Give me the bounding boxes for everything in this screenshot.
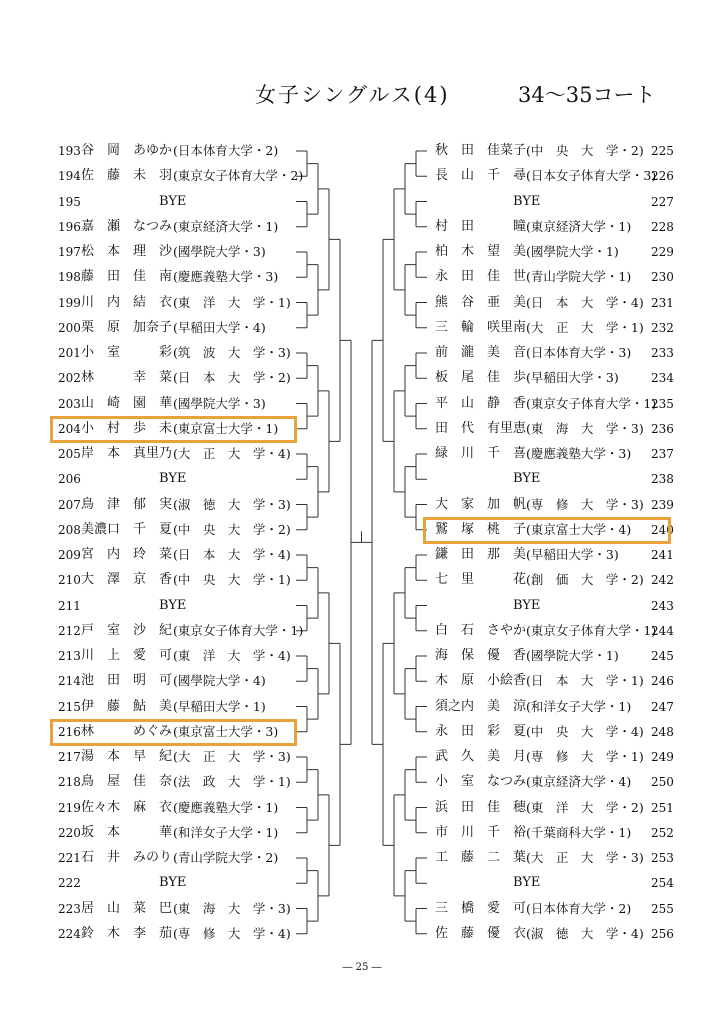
seed-number: 207 bbox=[58, 497, 81, 512]
seed-number: 198 bbox=[58, 270, 81, 285]
seed-number: 236 bbox=[651, 421, 674, 436]
court-label: 34〜35コート bbox=[518, 83, 656, 107]
seed-number: 226 bbox=[651, 169, 674, 184]
school-label: (日本体育大学・2) bbox=[173, 143, 279, 158]
seed-number: 245 bbox=[651, 649, 674, 663]
bracket-entry-235 bbox=[0, 393, 724, 415]
school-label: (東 海 大 学・3) bbox=[526, 420, 644, 436]
player-name: 松 本 理 沙 bbox=[81, 244, 173, 259]
player-name: 前 瀧 美 音 bbox=[435, 345, 527, 360]
bracket-entry-241 bbox=[0, 544, 724, 566]
bye-label: BYE bbox=[513, 597, 541, 613]
player-name: 小 室 なつみ bbox=[435, 774, 527, 790]
school-label: (東 海 大 学・3) bbox=[173, 900, 291, 916]
player-name: 田 代 有里恵 bbox=[435, 420, 527, 436]
bracket-entry-245 bbox=[0, 645, 724, 667]
school-label: (東 洋 大 学・4) bbox=[173, 648, 291, 663]
seed-number: 238 bbox=[651, 472, 674, 487]
school-label: (和洋女子大学・1) bbox=[526, 698, 632, 714]
school-label: (青山学院大学・1) bbox=[526, 269, 632, 285]
seed-number: 255 bbox=[651, 901, 674, 916]
seed-number: 227 bbox=[651, 194, 674, 209]
player-name: 鈴 木 李 茄 bbox=[81, 925, 173, 941]
seed-number: 235 bbox=[651, 396, 674, 411]
school-label: (東京富士大学・4) bbox=[526, 521, 632, 537]
bracket-entry-231 bbox=[0, 292, 724, 314]
bracket-entry-225 bbox=[0, 140, 724, 162]
seed-number: 222 bbox=[58, 876, 81, 891]
bracket-entry-226 bbox=[0, 165, 724, 187]
bracket-entry-252 bbox=[0, 822, 724, 844]
school-label: (淑 徳 大 学・4) bbox=[526, 925, 644, 941]
school-label: (青山学院大学・2) bbox=[173, 850, 279, 865]
player-name: 山 崎 園 華 bbox=[81, 395, 173, 411]
seed-number: 217 bbox=[58, 750, 81, 764]
bracket-entry-254 bbox=[0, 872, 724, 894]
school-label: (中 央 大 学・2) bbox=[526, 143, 644, 158]
school-label: (東京経済大学・1) bbox=[526, 218, 632, 234]
player-name: 林 幸 菜 bbox=[81, 370, 173, 386]
seed-number: 247 bbox=[651, 699, 674, 714]
school-label: (東 洋 大 学・1) bbox=[173, 294, 291, 310]
bye-label: BYE bbox=[159, 597, 187, 613]
seed-number: 229 bbox=[651, 245, 674, 259]
seed-number: 203 bbox=[58, 396, 81, 411]
player-name: 市 川 千 裕 bbox=[435, 824, 527, 840]
player-name: 木 原 小絵香 bbox=[435, 673, 527, 689]
school-label: (日本体育大学・3) bbox=[526, 345, 632, 360]
player-name: 伊 藤 鮎 美 bbox=[81, 698, 173, 714]
player-name: 七 里 花 bbox=[435, 572, 527, 588]
bracket-entry-228 bbox=[0, 216, 724, 238]
page-number: ― 25 ― bbox=[342, 962, 382, 973]
school-label: (和洋女子大学・1) bbox=[173, 824, 279, 840]
bye-label: BYE bbox=[159, 471, 187, 487]
bracket-entry-229 bbox=[0, 241, 724, 263]
seed-number: 241 bbox=[651, 548, 674, 562]
school-label: (慶應義塾大学・3) bbox=[526, 446, 632, 461]
seed-number: 201 bbox=[58, 346, 81, 360]
player-name: 宮 内 玲 菜 bbox=[81, 547, 173, 562]
seed-number: 199 bbox=[58, 295, 81, 310]
seed-number: 209 bbox=[58, 548, 81, 562]
seed-number: 242 bbox=[651, 573, 674, 588]
school-label: (中 央 大 学・2) bbox=[173, 521, 291, 537]
player-name: 戸 室 沙 紀 bbox=[81, 622, 173, 638]
bracket-entry-233 bbox=[0, 342, 724, 364]
seed-number: 252 bbox=[651, 825, 674, 840]
player-name: 鳥 屋 佳 奈 bbox=[81, 774, 173, 790]
school-label: (専 修 大 学・1) bbox=[526, 749, 644, 764]
bracket-entry-243 bbox=[0, 595, 724, 617]
school-label: (大 正 大 学・4) bbox=[173, 446, 291, 461]
seed-number: 231 bbox=[651, 295, 674, 310]
bracket-entry-244 bbox=[0, 620, 724, 642]
school-label: (法 政 大 学・1) bbox=[173, 774, 291, 790]
school-label: (早稲田大学・4) bbox=[173, 319, 266, 335]
player-name: 緑 川 千 喜 bbox=[435, 446, 527, 461]
school-label: (日 本 大 学・4) bbox=[173, 547, 291, 562]
school-label: (日 本 大 学・4) bbox=[526, 294, 644, 310]
player-name: 池 田 明 可 bbox=[81, 673, 173, 689]
bracket-entry-234 bbox=[0, 367, 724, 389]
seed-number: 228 bbox=[651, 219, 674, 234]
seed-number: 221 bbox=[58, 851, 81, 865]
bracket-entry-239 bbox=[0, 494, 724, 516]
player-name: 川 上 愛 可 bbox=[81, 648, 173, 663]
player-name: 栗 原 加奈子 bbox=[81, 319, 173, 335]
school-label: (筑 波 大 学・3) bbox=[173, 345, 291, 360]
bracket-entry-255 bbox=[0, 898, 724, 920]
bye-label: BYE bbox=[513, 471, 541, 487]
seed-number: 212 bbox=[58, 623, 81, 638]
player-name: 海 保 優 香 bbox=[435, 648, 527, 663]
seed-number: 253 bbox=[651, 851, 674, 865]
bracket-entry-246 bbox=[0, 670, 724, 692]
seed-number: 197 bbox=[58, 245, 81, 259]
seed-number: 240 bbox=[651, 522, 674, 537]
school-label: (東京女子体育大学・1) bbox=[173, 622, 304, 638]
player-name: 居 山 菜 巴 bbox=[81, 900, 173, 916]
bracket-entry-251 bbox=[0, 797, 724, 819]
seed-number: 205 bbox=[58, 447, 81, 461]
player-name: 鷲 塚 桃 子 bbox=[435, 521, 527, 537]
school-label: (淑 徳 大 学・3) bbox=[173, 496, 291, 512]
player-name: 佐 藤 優 衣 bbox=[435, 925, 527, 941]
seed-number: 244 bbox=[651, 623, 674, 638]
player-name: 永 田 彩 夏 bbox=[435, 723, 527, 739]
player-name: 工 藤 二 葉 bbox=[435, 850, 527, 865]
school-label: (早稲田大学・1) bbox=[173, 698, 266, 714]
bracket-entry-249 bbox=[0, 746, 724, 768]
bracket-entry-237 bbox=[0, 443, 724, 465]
bracket-entry-253 bbox=[0, 847, 724, 869]
seed-number: 210 bbox=[58, 573, 81, 588]
player-name: 藤 田 佳 南 bbox=[81, 269, 173, 285]
player-name: 大 澤 京 香 bbox=[81, 572, 173, 588]
school-label: (日 本 大 学・1) bbox=[526, 673, 644, 689]
school-label: (東 洋 大 学・2) bbox=[526, 799, 644, 815]
school-label: (國學院大学・4) bbox=[173, 673, 266, 689]
player-name: 三 橋 愛 可 bbox=[435, 900, 527, 916]
player-name: 板 尾 佳 歩 bbox=[435, 370, 527, 386]
player-name: 鎌 田 那 美 bbox=[435, 547, 527, 562]
seed-number: 216 bbox=[58, 724, 81, 739]
school-label: (慶應義塾大学・3) bbox=[173, 269, 279, 285]
player-name: 秋 田 佳菜子 bbox=[435, 143, 527, 158]
school-label: (東京経済大学・1) bbox=[173, 218, 279, 234]
seed-number: 206 bbox=[58, 472, 81, 487]
seed-number: 195 bbox=[58, 194, 81, 209]
school-label: (東京女子体育大学・1) bbox=[526, 622, 657, 638]
seed-number: 215 bbox=[58, 699, 81, 714]
seed-number: 251 bbox=[651, 800, 674, 815]
seed-number: 223 bbox=[58, 901, 81, 916]
school-label: (大 正 大 学・3) bbox=[526, 850, 644, 865]
player-name: 村 田 瞳 bbox=[435, 218, 527, 234]
bracket-entry-227 bbox=[0, 191, 724, 213]
school-label: (日本体育大学・2) bbox=[526, 900, 632, 916]
player-name: 柏 木 望 美 bbox=[435, 244, 527, 259]
school-label: (専 修 大 学・3) bbox=[526, 496, 644, 512]
seed-number: 196 bbox=[58, 219, 81, 234]
bracket-entry-236 bbox=[0, 418, 724, 440]
bracket-entry-247 bbox=[0, 696, 724, 718]
seed-number: 208 bbox=[58, 522, 81, 537]
seed-number: 193 bbox=[58, 144, 81, 158]
player-name: 湯 本 早 紀 bbox=[81, 749, 173, 764]
player-name: 岸 本 真里乃 bbox=[81, 446, 173, 461]
player-name: 谷 岡 あゆか bbox=[81, 143, 173, 158]
seed-number: 218 bbox=[58, 775, 81, 790]
player-name: 永 田 佳 世 bbox=[435, 269, 527, 285]
player-name: 嘉 瀬 なつみ bbox=[81, 218, 173, 234]
player-name: 長 山 千 尋 bbox=[435, 168, 527, 184]
bracket-entry-256 bbox=[0, 923, 724, 945]
school-label: (創 価 大 学・2) bbox=[526, 572, 644, 588]
school-label: (國學院大学・3) bbox=[173, 244, 266, 259]
player-name: 坂 本 華 bbox=[81, 824, 173, 840]
school-label: (國學院大学・3) bbox=[173, 395, 266, 411]
bracket-entry-242 bbox=[0, 569, 724, 591]
school-label: (東京富士大学・1) bbox=[173, 420, 279, 436]
bracket-entry-230 bbox=[0, 266, 724, 288]
seed-number: 232 bbox=[651, 320, 674, 335]
player-name: 浜 田 佳 穂 bbox=[435, 799, 527, 815]
school-label: (早稲田大学・3) bbox=[526, 547, 619, 562]
school-label: (早稲田大学・3) bbox=[526, 370, 619, 386]
seed-number: 243 bbox=[651, 598, 674, 613]
seed-number: 219 bbox=[58, 800, 81, 815]
bye-label: BYE bbox=[159, 193, 187, 209]
school-label: (大 正 大 学・3) bbox=[173, 749, 291, 764]
player-name: 武 久 美 月 bbox=[435, 749, 527, 764]
seed-number: 220 bbox=[58, 825, 81, 840]
school-label: (専 修 大 学・4) bbox=[173, 925, 291, 941]
bye-label: BYE bbox=[513, 875, 541, 891]
player-name: 小 室 彩 bbox=[81, 345, 173, 360]
seed-number: 254 bbox=[651, 876, 674, 891]
school-label: (東京女子体育大学・2) bbox=[173, 168, 304, 184]
seed-number: 250 bbox=[651, 775, 674, 790]
seed-number: 256 bbox=[651, 926, 674, 941]
school-label: (國學院大学・1) bbox=[526, 648, 619, 663]
player-name: 平 山 静 香 bbox=[435, 395, 527, 411]
seed-number: 214 bbox=[58, 674, 81, 689]
page-title: 女子シングルス(4) bbox=[255, 83, 450, 107]
bracket-entry-238 bbox=[0, 468, 724, 490]
seed-number: 213 bbox=[58, 649, 81, 663]
seed-number: 233 bbox=[651, 346, 674, 360]
seed-number: 200 bbox=[58, 320, 81, 335]
seed-number: 237 bbox=[651, 447, 674, 461]
bye-label: BYE bbox=[159, 875, 187, 891]
player-name: 熊 谷 亜 美 bbox=[435, 294, 527, 310]
player-name: 鳥 津 郁 実 bbox=[81, 496, 173, 512]
seed-number: 246 bbox=[651, 674, 674, 689]
player-name: 林 めぐみ bbox=[81, 723, 173, 739]
school-label: (千葉商科大学・1) bbox=[526, 824, 632, 840]
player-name: 石 井 みのり bbox=[81, 850, 173, 865]
seed-number: 224 bbox=[58, 926, 81, 941]
player-name: 白 石 さやか bbox=[435, 622, 527, 638]
player-name: 佐 藤 未 羽 bbox=[81, 168, 173, 184]
school-label: (中 央 大 学・4) bbox=[526, 723, 644, 739]
school-label: (日本女子体育大学・3) bbox=[526, 168, 657, 184]
bracket-entry-248 bbox=[0, 721, 724, 743]
player-name: 大 家 加 帆 bbox=[435, 496, 527, 512]
seed-number: 194 bbox=[58, 169, 81, 184]
player-name: 須之内 美 涼 bbox=[435, 698, 527, 714]
seed-number: 248 bbox=[651, 724, 674, 739]
player-name: 三 輪 咲里南 bbox=[435, 319, 527, 335]
school-label: (東京経済大学・4) bbox=[526, 774, 632, 790]
seed-number: 230 bbox=[651, 270, 674, 285]
player-name: 川 内 結 衣 bbox=[81, 294, 173, 310]
seed-number: 225 bbox=[651, 144, 674, 158]
school-label: (日 本 大 学・2) bbox=[173, 370, 291, 386]
player-name: 美濃口 千 夏 bbox=[81, 521, 173, 537]
seed-number: 202 bbox=[58, 371, 81, 386]
school-label: (東京女子体育大学・1) bbox=[526, 395, 657, 411]
seed-number: 234 bbox=[651, 371, 674, 386]
bracket-entry-232 bbox=[0, 317, 724, 339]
school-label: (中 央 大 学・1) bbox=[173, 572, 291, 588]
seed-number: 239 bbox=[651, 497, 674, 512]
seed-number: 249 bbox=[651, 750, 674, 764]
player-name: 小 村 歩 未 bbox=[81, 420, 173, 436]
school-label: (大 正 大 学・1) bbox=[526, 319, 644, 335]
seed-number: 211 bbox=[58, 598, 81, 613]
seed-number: 204 bbox=[58, 421, 81, 436]
bracket-entry-250 bbox=[0, 771, 724, 793]
school-label: (國學院大学・1) bbox=[526, 244, 619, 259]
player-name: 佐々木 麻 衣 bbox=[81, 799, 173, 815]
school-label: (慶應義塾大学・1) bbox=[173, 799, 279, 815]
school-label: (東京富士大学・3) bbox=[173, 723, 279, 739]
bye-label: BYE bbox=[513, 193, 541, 209]
highlight-box-240 bbox=[423, 517, 671, 544]
